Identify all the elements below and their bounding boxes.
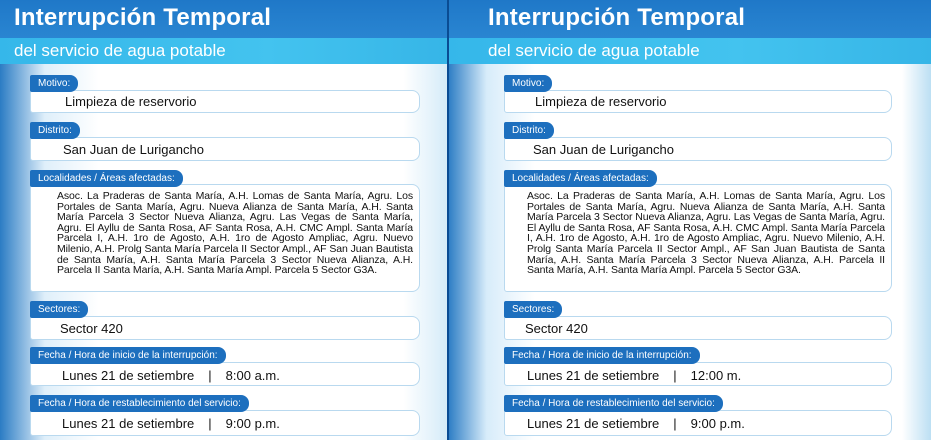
localidades-field	[504, 184, 892, 292]
sectores-label: Sectores:	[504, 301, 562, 318]
inicio-label: Fecha / Hora de inicio de la interrupción:	[504, 347, 700, 364]
rest-fecha: Lunes 21 de setiembre	[62, 416, 195, 431]
inicio-value	[527, 368, 741, 383]
distrito-value: San Juan de Lurigancho	[533, 142, 674, 157]
motivo-field	[30, 90, 420, 113]
notice-panel-right	[448, 0, 931, 440]
motivo-label: Motivo:	[504, 75, 552, 92]
inicio-fecha: Lunes 21 de setiembre	[62, 368, 195, 383]
inicio-hora: 12:00 m.	[690, 368, 742, 383]
inicio-field	[30, 362, 420, 386]
rest-separator: |	[673, 416, 677, 431]
motivo-field	[504, 90, 892, 113]
sectores-value: Sector 420	[60, 321, 123, 336]
restablecimiento-value	[527, 416, 745, 431]
localidades-value: Asoc. La Praderas de Santa María, A.H. Lomas de Santa María, Agru. Los Portales de Santa María, Agru. Nueva Alianza de Santa María, A.H. Santa María Parcela 3 Sector Nueva Alianza, Agru. Las Vegas de Santa María, Agru. El Ayllu de Santa Rosa, AF Santa Rosa, A.H. CMC Ampl. Santa María Parcela I, A.H. 1ro de Agosto, A.H. 1ro de Agosto Ampliac, Agru. Nuevo Milenio, A.H. Prolg Santa María Parcela II Sector Ampl., AF San Juan Bautista de Santa María, A.H. Santa María Parcela 3 Sector Nueva Alianza, A.H. Parcela II Santa María, A.H. Santa María Ampl. Parcela 5 Sector G3A.	[57, 190, 413, 277]
restablecimiento-label: Fecha / Hora de restablecimiento del servicio:	[30, 395, 249, 412]
motivo-label: Motivo:	[30, 75, 78, 92]
distrito-label: Distrito:	[504, 122, 554, 139]
inicio-fecha: Lunes 21 de setiembre	[527, 368, 660, 383]
localidades-field	[30, 184, 420, 292]
restablecimiento-label: Fecha / Hora de restablecimiento del servicio:	[504, 395, 723, 412]
inicio-label: Fecha / Hora de inicio de la interrupción:	[30, 347, 226, 364]
rest-hora: 9:00 p.m.	[690, 416, 745, 431]
sectores-field	[30, 316, 420, 340]
distrito-field	[30, 137, 420, 161]
page-title: Interrupción Temporal	[14, 4, 272, 31]
localidades-value: Asoc. La Praderas de Santa María, A.H. Lomas de Santa María, Agru. Los Portales de Santa María, Agru. Nueva Alianza de Santa María, A.H. Santa María Parcela 3 Sector Nueva Alianza, Agru. Las Vegas de Santa María, Agru. El Ayllu de Santa Rosa, AF Santa Rosa, A.H. CMC Ampl. Santa María Parcela I, A.H. 1ro de Agosto, A.H. 1ro de Agosto Ampliac, Agru. Nuevo Milenio, A.H. Prolg Santa María Parcela II Sector Ampl., AF San Juan Bautista de Santa María, A.H. Santa María Parcela 3 Sector Nueva Alianza, A.H. Parcela II Santa María, A.H. Santa María Ampl. Parcela 5 Sector G3A.	[527, 190, 885, 277]
motivo-value: Limpieza de reservorio	[65, 94, 197, 109]
inicio-separator: |	[208, 368, 212, 383]
restablecimiento-field	[504, 410, 892, 436]
inicio-hora: 8:00 a.m.	[225, 368, 280, 383]
rest-fecha: Lunes 21 de setiembre	[527, 416, 660, 431]
restablecimiento-value	[62, 416, 280, 431]
page-subtitle: del servicio de agua potable	[14, 41, 226, 60]
motivo-value: Limpieza de reservorio	[535, 94, 667, 109]
sectores-label: Sectores:	[30, 301, 88, 318]
rest-separator: |	[208, 416, 212, 431]
restablecimiento-field	[30, 410, 420, 436]
page-subtitle: del servicio de agua potable	[488, 41, 700, 60]
distrito-field	[504, 137, 892, 161]
localidades-label: Localidades / Áreas afectadas:	[504, 170, 657, 187]
sectores-field	[504, 316, 892, 340]
distrito-value: San Juan de Lurigancho	[63, 142, 204, 157]
inicio-value	[62, 368, 280, 383]
panel-divider	[447, 0, 449, 440]
rest-hora: 9:00 p.m.	[225, 416, 280, 431]
inicio-separator: |	[673, 368, 677, 383]
inicio-field	[504, 362, 892, 386]
distrito-label: Distrito:	[30, 122, 80, 139]
notice-panel-left	[0, 0, 448, 440]
page-title: Interrupción Temporal	[488, 4, 746, 31]
sectores-value: Sector 420	[525, 321, 588, 336]
localidades-label: Localidades / Áreas afectadas:	[30, 170, 183, 187]
